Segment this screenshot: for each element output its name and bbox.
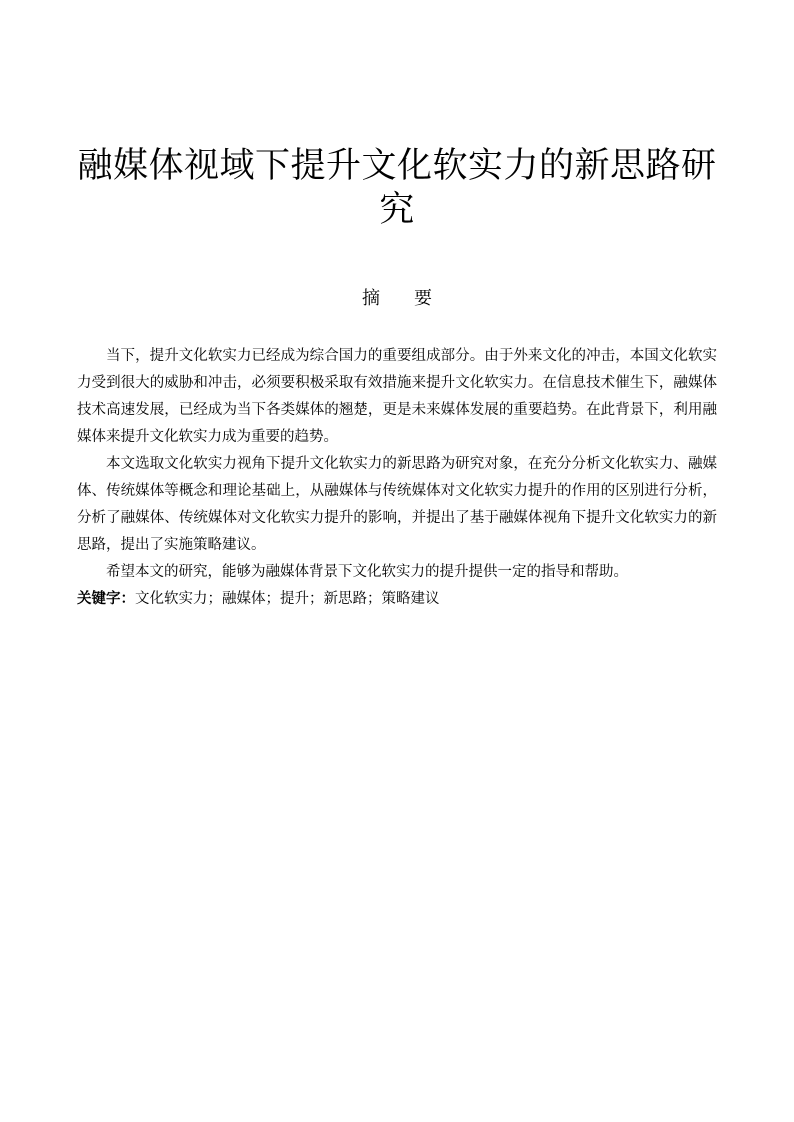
abstract-paragraph-1: 当下，提升文化软实力已经成为综合国力的重要组成部分。由于外来文化的冲击，本国文化软实力受到很大的威胁和冲击，必须要积极采取有效措施来提升文化软实力。在信息技术催生下，融媒体技术高速发展，已经成为当下各类媒体的翘楚，更是未来媒体发展的重要趋势。在此背景下，利用融媒体来提升文化软实力成为重要的趋势。 <box>77 348 717 445</box>
keywords-label: 关键字： <box>77 591 135 607</box>
keywords-line <box>77 586 717 613</box>
abstract-heading-char-1: 摘 <box>362 288 380 309</box>
document-title <box>70 144 724 232</box>
title-line-2: 究 <box>379 190 415 230</box>
abstract-paragraph-2: 本文选取文化软实力视角下提升文化软实力的新思路为研究对象，在充分分析文化软实力、融媒体、传统媒体等概念和理论基础上，从融媒体与传统媒体对文化软实力提升的作用的区别进行分析，分析了融媒体、传统媒体对文化软实力提升的影响，并提出了基于融媒体视角下提升文化软实力的新思路，提出了实施策略建议。 <box>77 456 717 553</box>
abstract-body <box>77 343 717 613</box>
abstract-heading <box>0 287 794 311</box>
abstract-paragraph-3: 希望本文的研究，能够为融媒体背景下文化软实力的提升提供一定的指导和帮助。 <box>106 564 628 580</box>
keywords-text: 文化软实力；融媒体；提升；新思路；策略建议 <box>135 591 440 607</box>
abstract-heading-char-2: 要 <box>414 288 432 309</box>
title-line-1: 融媒体视域下提升文化软实力的新思路研 <box>77 146 717 186</box>
